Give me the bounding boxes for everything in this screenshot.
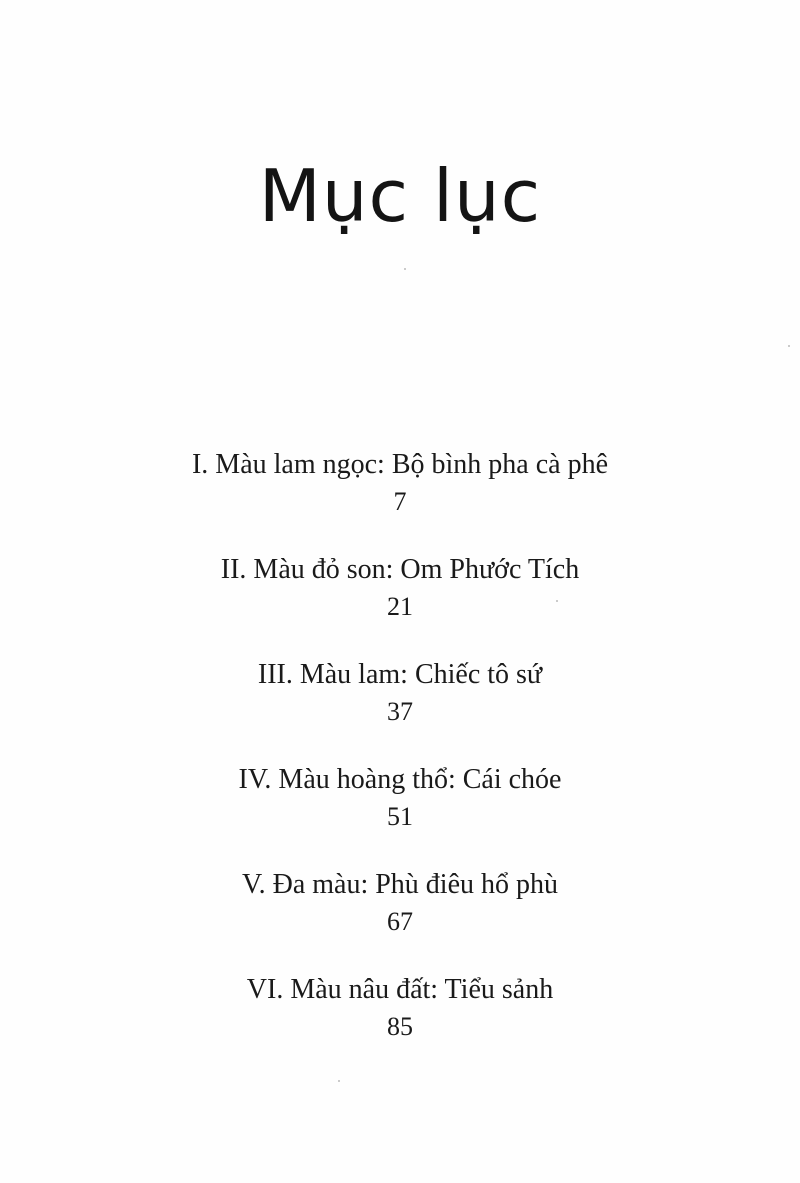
toc-entry[interactable] [0,865,800,970]
scan-speck [788,345,790,347]
table-of-contents [0,445,800,1075]
scan-speck [556,600,558,602]
toc-entry-page-number: 7 [393,487,407,516]
toc-entry[interactable] [0,760,800,865]
page-title: Mục lục [258,154,542,238]
toc-entry-page-number: 85 [387,1012,413,1041]
toc-entry-title: IV. Màu hoàng thổ: Cái chóe [238,764,562,795]
toc-entry-title: V. Đa màu: Phù điêu hổ phù [241,869,559,900]
scan-speck [338,1080,340,1082]
toc-entry[interactable] [0,655,800,760]
toc-entry[interactable] [0,550,800,655]
scan-speck [404,268,406,270]
toc-entry-page-number: 37 [387,697,413,726]
toc-entry-title: III. Màu lam: Chiếc tô sứ [257,659,543,690]
toc-entry-page-number: 21 [387,592,413,621]
toc-entry-page-number: 67 [387,907,413,936]
toc-entry-title: VI. Màu nâu đất: Tiểu sảnh [246,974,554,1005]
toc-entry[interactable] [0,970,800,1075]
toc-entry-page-number: 51 [387,802,413,831]
toc-entry-title: I. Màu lam ngọc: Bộ bình pha cà phê [191,449,608,480]
toc-entry[interactable] [0,445,800,550]
toc-entry-title: II. Màu đỏ son: Om Phước Tích [220,554,580,585]
